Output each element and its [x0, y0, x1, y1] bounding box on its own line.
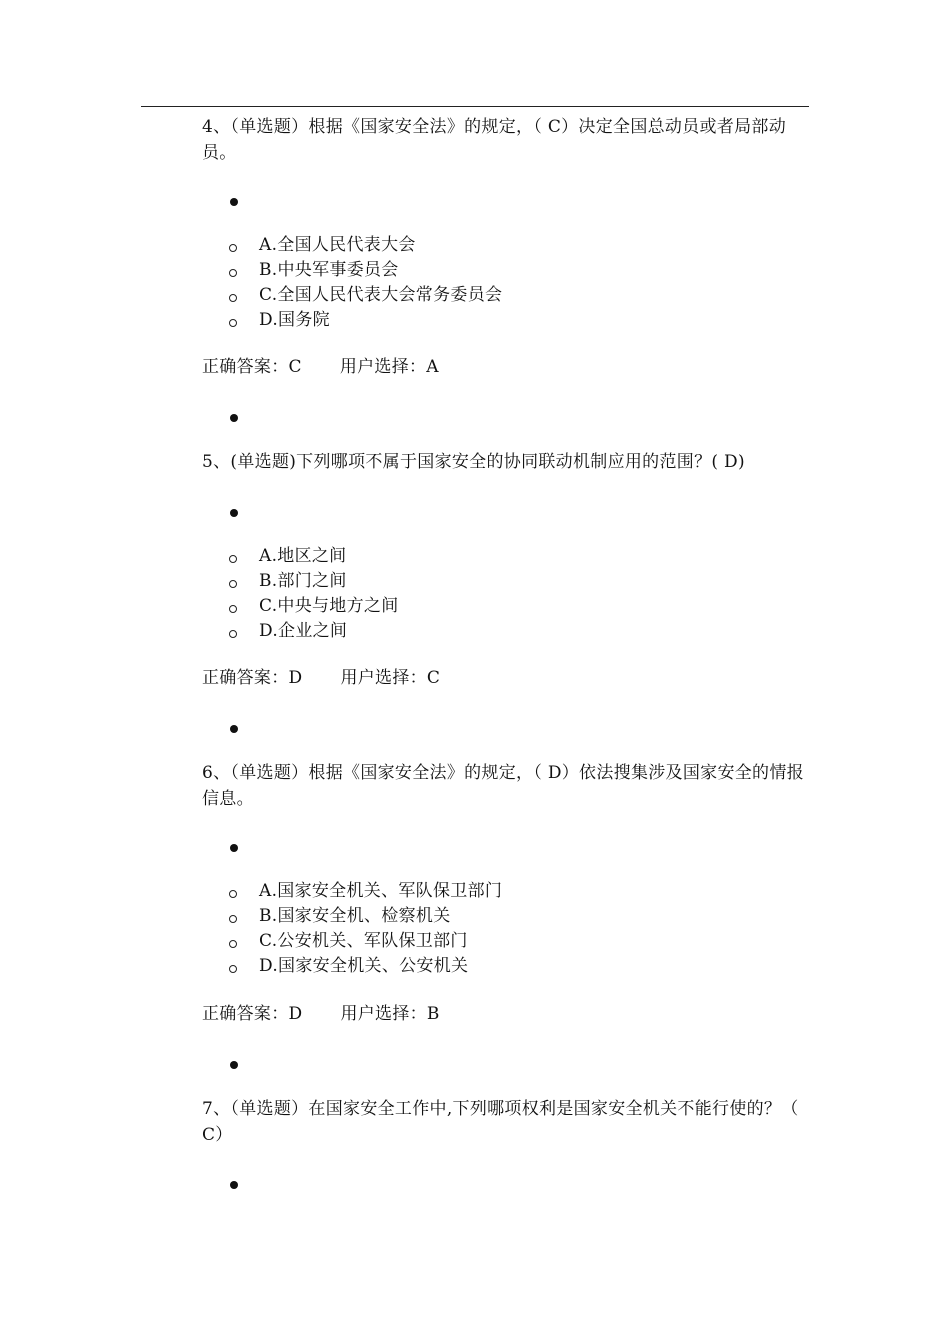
- answer-summary: [202, 354, 439, 380]
- circle-bullet-icon: [229, 269, 237, 277]
- correct-answer: 正确答案：C: [202, 357, 302, 377]
- user-choice: 用户选择：B: [340, 1004, 440, 1024]
- answer-summary: [202, 1001, 440, 1027]
- top-divider: [141, 106, 809, 107]
- bullet-icon: [230, 198, 238, 206]
- circle-bullet-icon: [229, 890, 237, 898]
- bullet-icon: [230, 509, 238, 517]
- bullet-icon: [230, 1061, 238, 1069]
- question-7-text: 7、（单选题）在国家安全工作中,下列哪项权利是国家安全机关不能行使的？（ C）: [202, 1099, 799, 1145]
- circle-bullet-icon: [229, 580, 237, 588]
- circle-bullet-icon: [229, 555, 237, 563]
- circle-bullet-icon: [229, 244, 237, 252]
- circle-bullet-icon: [229, 915, 237, 923]
- circle-bullet-icon: [229, 605, 237, 613]
- circle-bullet-icon: [229, 319, 237, 327]
- bullet-icon: [230, 414, 238, 422]
- correct-answer: 正确答案：D: [202, 1004, 303, 1024]
- bullet-icon: [230, 725, 238, 733]
- question-5-text: 5、(单选题)下列哪项不属于国家安全的协同联动机制应用的范围？( D): [202, 452, 745, 472]
- question-6-text: 6、（单选题）根据《国家安全法》的规定，（ D）依法搜集涉及国家安全的情报信息。: [202, 763, 804, 809]
- circle-bullet-icon: [229, 965, 237, 973]
- circle-bullet-icon: [229, 294, 237, 302]
- correct-answer: 正确答案：D: [202, 668, 303, 688]
- bullet-icon: [230, 844, 238, 852]
- answer-summary: [202, 665, 440, 691]
- circle-bullet-icon: [229, 940, 237, 948]
- bullet-icon: [230, 1181, 238, 1189]
- circle-bullet-icon: [229, 630, 237, 638]
- user-choice: 用户选择：C: [340, 668, 441, 688]
- user-choice: 用户选择：A: [339, 357, 439, 377]
- question-4-text: 4、（单选题）根据《国家安全法》的规定，（ C）决定全国总动员或者局部动员。: [202, 117, 787, 163]
